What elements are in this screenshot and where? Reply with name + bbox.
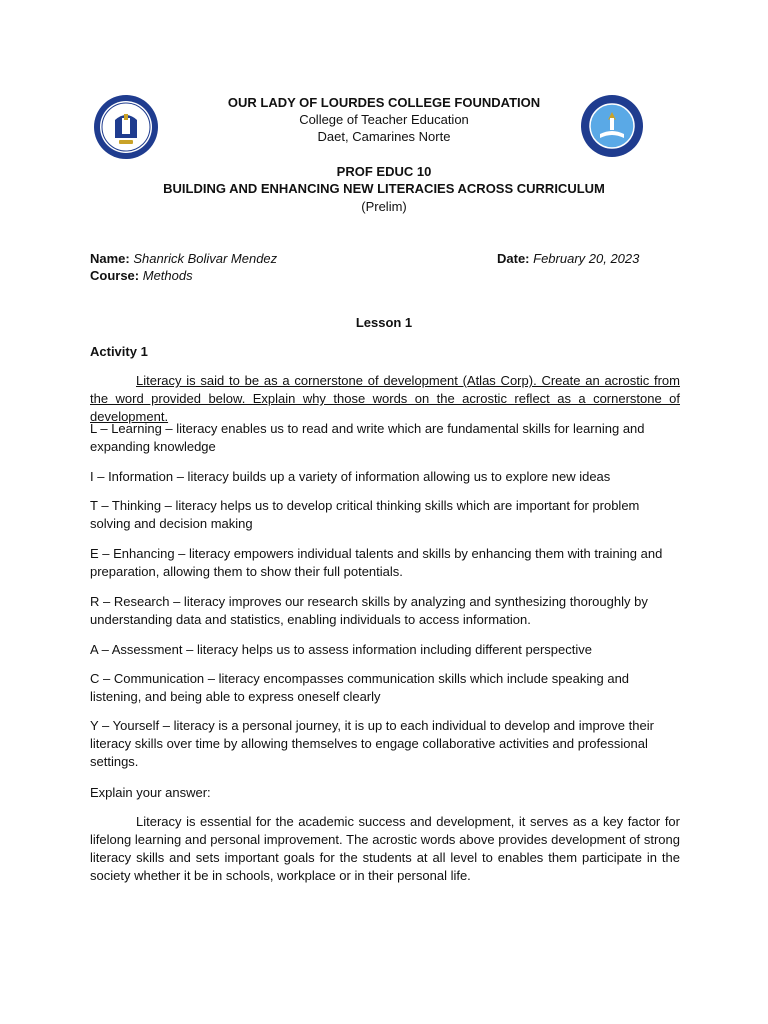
course-row — [90, 267, 193, 285]
acrostic-item-a: A – Assessment – literacy helps us to assess information including different perspective — [90, 642, 592, 657]
explain-label: Explain your answer: — [90, 785, 211, 800]
date-row — [497, 250, 639, 268]
location: Daet, Camarines Norte — [317, 129, 451, 144]
acrostic-item-e: E – Enhancing – literacy empowers individual talents and skills by enhancing them with training and preparation, allowing them to show their full potentials. — [90, 546, 663, 579]
acrostic-item-c: C – Communication – literacy encompasses communication skills which include speaking and listening, and being able to express oneself clearly — [90, 671, 630, 704]
course-label: Course: — [90, 268, 140, 283]
acrostic-item-i: I – Information – literacy builds up a variety of information allowing us to explore new ideas — [90, 469, 611, 484]
course-code: PROF EDUC 10 — [336, 164, 432, 179]
acrostic-item-r: R – Research – literacy improves our research skills by analyzing and synthesizing thoroughly by understanding data and statistics, enabling individuals to access information. — [90, 594, 648, 627]
course-title: BUILDING AND ENHANCING NEW LITERACIES ACROSS CURRICULUM — [163, 181, 605, 196]
course-value: Methods — [142, 268, 193, 283]
institution-name: OUR LADY OF LOURDES COLLEGE FOUNDATION — [227, 95, 541, 110]
name-value: Shanrick Bolivar Mendez — [133, 251, 278, 266]
activity-title: Activity 1 — [90, 344, 148, 359]
date-label: Date: — [497, 251, 530, 266]
answer-text: Literacy is essential for the academic success and development, it serves as a key factor for lifelong learning and personal improvement. The acrostic words above provides development of strong literacy skills and sets important goals for the students at all level to enables them participate in the society whether it be in schools, workplace or in their personal life. — [90, 814, 680, 883]
term: (Prelim) — [361, 199, 407, 214]
acrostic-item-l: L – Learning – literacy enables us to read and write which are fundamental skills for learning and expanding knowledge — [90, 421, 645, 454]
date-value: February 20, 2023 — [533, 251, 640, 266]
name-label: Name: — [90, 251, 130, 266]
lesson-title: Lesson 1 — [355, 315, 413, 330]
instruction-text: Literacy is said to be as a cornerstone of development (Atlas Corp). Create an acrostic from the word provided below. Explain why those words on the acrostic reflect as a cornerstone of development. — [90, 373, 680, 424]
name-row — [90, 250, 277, 268]
acrostic-item-y: Y – Yourself – literacy is a personal journey, it is up to each individual to develop and improve their literacy skills over time by allowing themselves to engage collaborative activities and professional settings. — [90, 718, 654, 769]
acrostic-item-t: T – Thinking – literacy helps us to develop critical thinking skills which are important for problem solving and decision making — [90, 498, 640, 531]
college-name: College of Teacher Education — [299, 112, 469, 127]
